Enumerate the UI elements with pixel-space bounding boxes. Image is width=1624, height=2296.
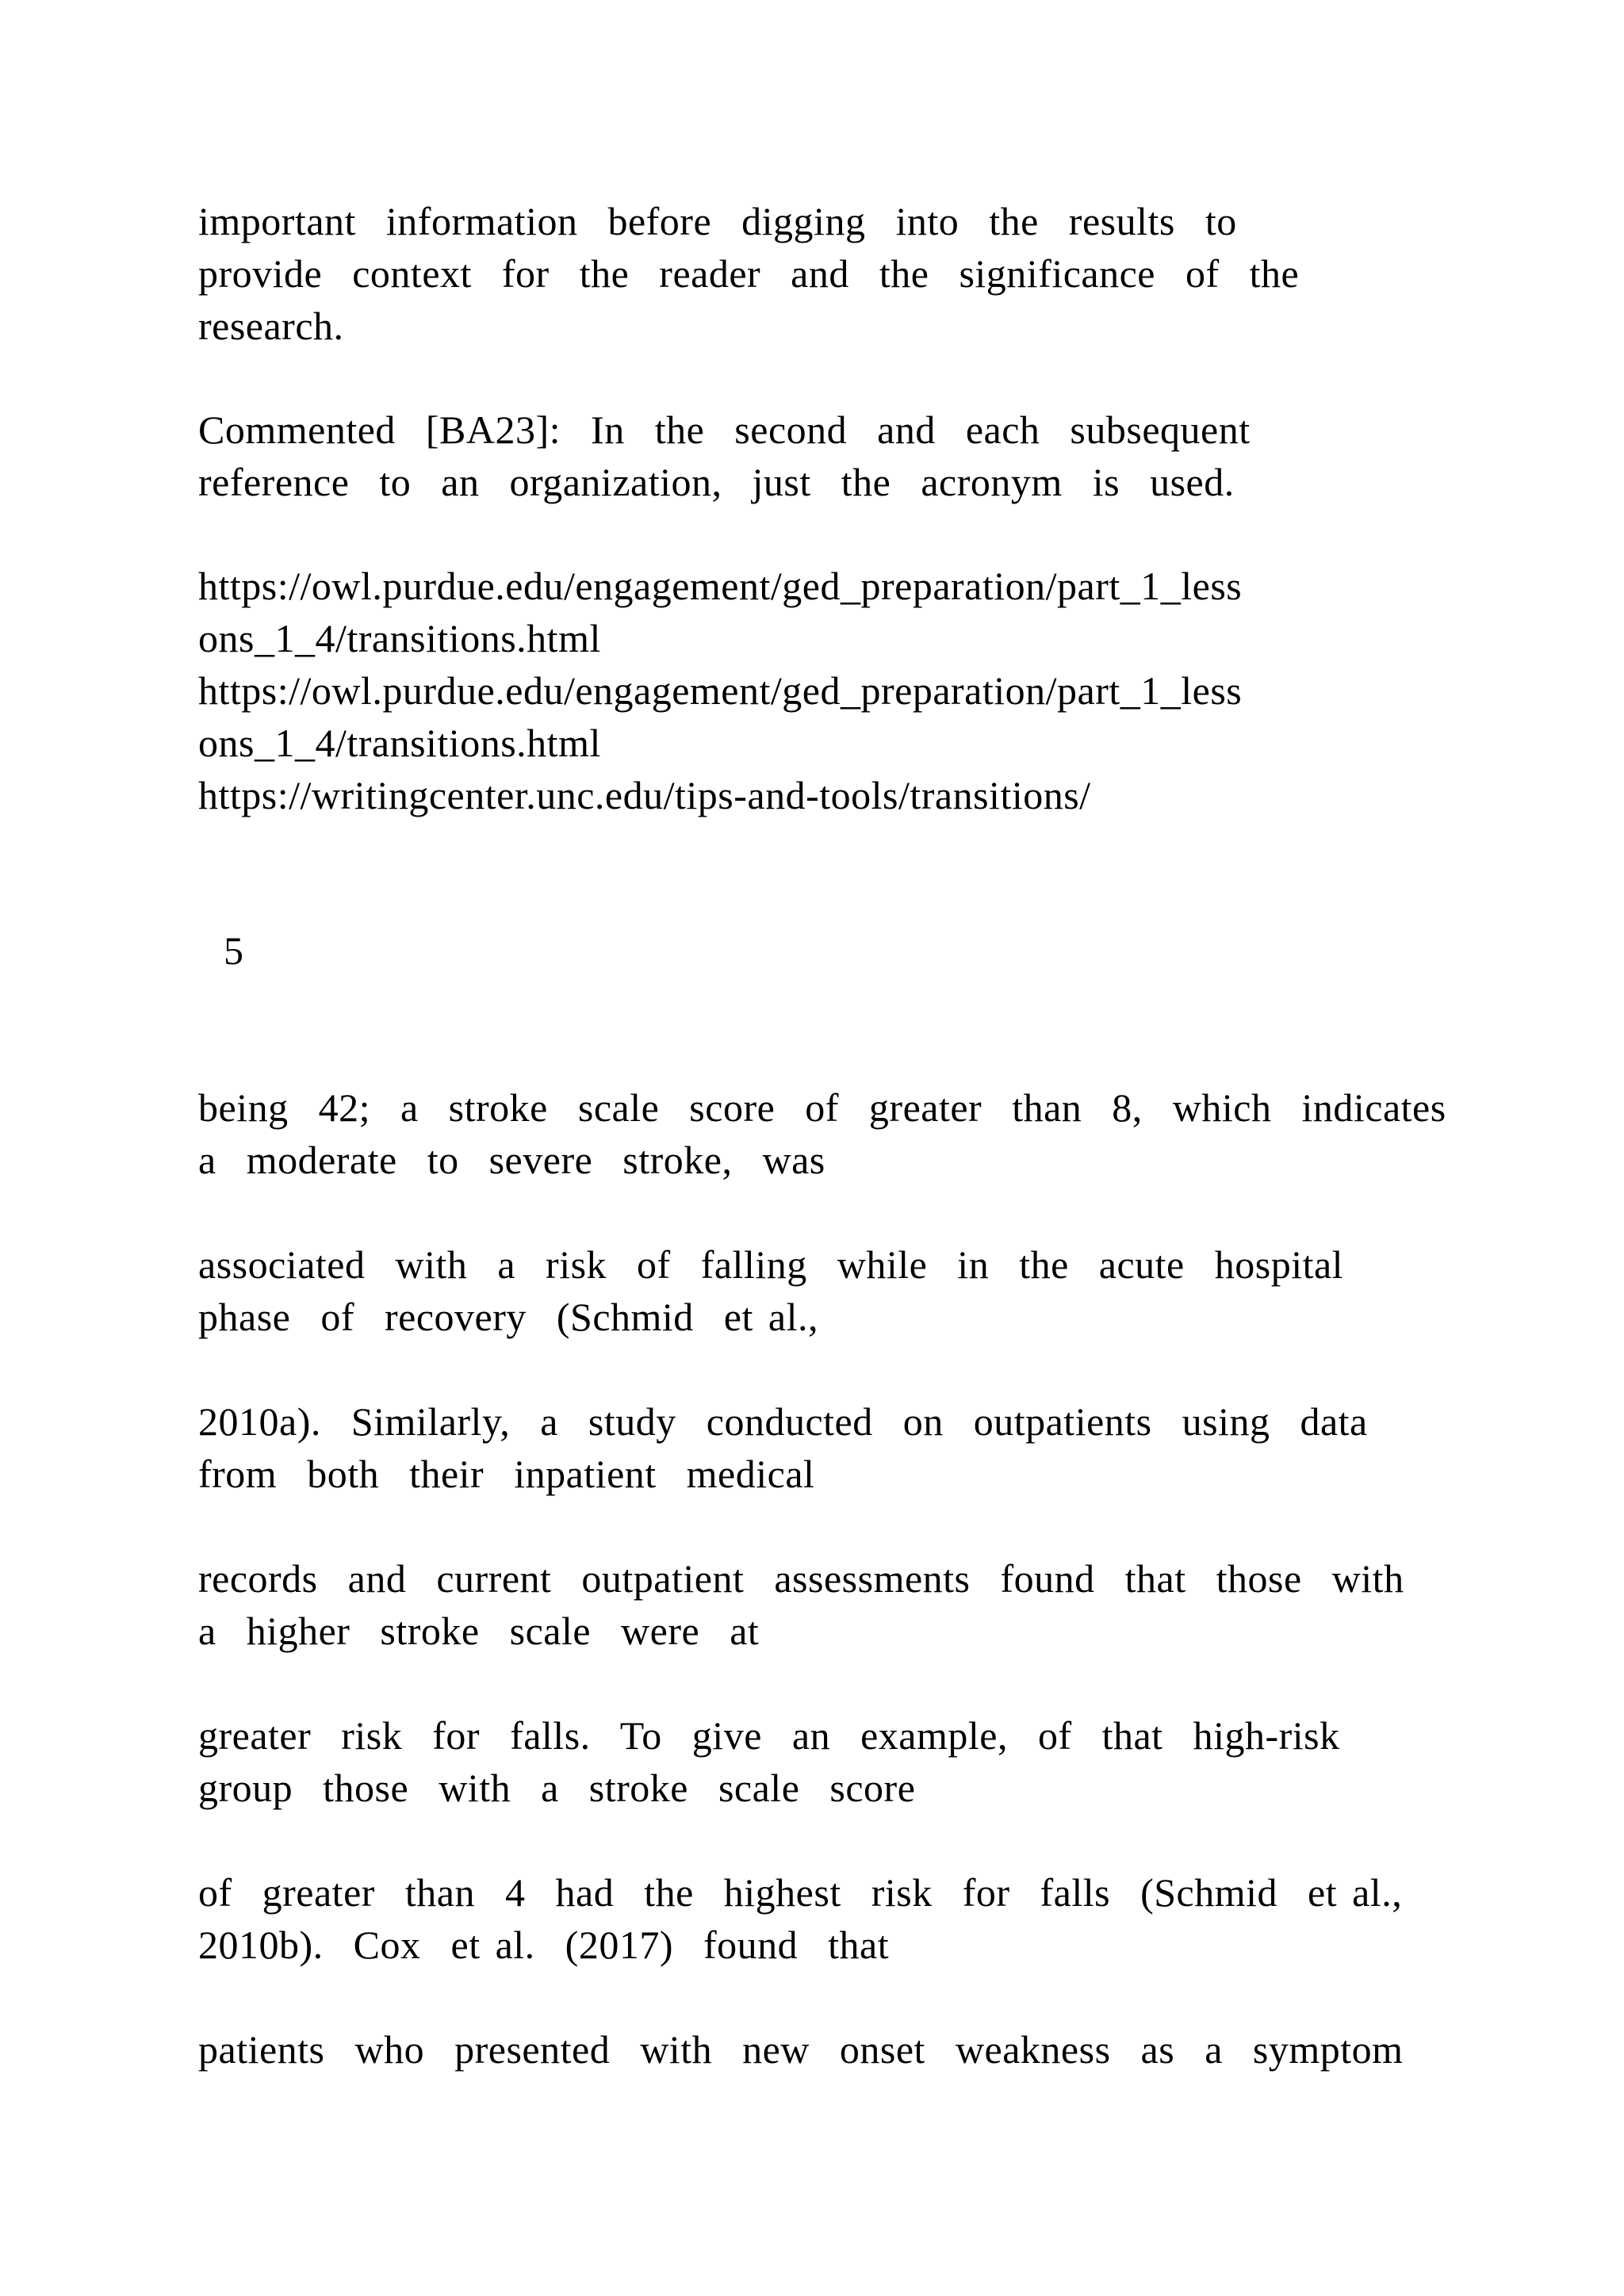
comment-line-1: Commented [BA23]: In the second and each subsequent xyxy=(198,408,1251,452)
body-line-1: being 42; a stroke scale score of greater than 8, which indicates xyxy=(198,1085,1446,1130)
link-line-5: https://writingcenter.unc.edu/tips-and-tools/transitions/ xyxy=(198,773,1091,817)
body-line-11: of greater than 4 had the highest risk for falls (Schmid et al., xyxy=(198,1870,1403,1915)
link-line-4: ons_1_4/transitions.html xyxy=(198,721,601,765)
intro-line-1: important information before digging into the results to xyxy=(198,199,1237,243)
intro-line-2: provide context for the reader and the significance of the xyxy=(198,251,1300,296)
body-line-12: 2010b). Cox et al. (2017) found that xyxy=(198,1923,890,1967)
intro-line-3: research. xyxy=(198,304,344,348)
body-line-9: greater risk for falls. To give an example, of that high-risk xyxy=(198,1713,1340,1758)
body-line-4: phase of recovery (Schmid et al., xyxy=(198,1295,818,1339)
link-line-3: https://owl.purdue.edu/engagement/ged_preparation/part_1_less xyxy=(198,668,1243,713)
comment-line-2: reference to an organization, just the acronym is used. xyxy=(198,460,1235,504)
body-line-10: group those with a stroke scale score xyxy=(198,1766,916,1810)
body-line-8: a higher stroke scale were at xyxy=(198,1609,760,1653)
page-number: 5 xyxy=(224,928,243,973)
body-line-6: from both their inpatient medical xyxy=(198,1452,815,1496)
body-line-3: associated with a risk of falling while in the acute hospital xyxy=(198,1242,1344,1287)
body-line-13: patients who presented with new onset weakness as a symptom xyxy=(198,2027,1404,2072)
link-line-1: https://owl.purdue.edu/engagement/ged_preparation/part_1_less xyxy=(198,564,1243,608)
link-line-2: ons_1_4/transitions.html xyxy=(198,616,601,660)
body-line-7: records and current outpatient assessments found that those with xyxy=(198,1556,1404,1601)
body-line-5: 2010a). Similarly, a study conducted on outpatients using data xyxy=(198,1399,1368,1444)
body-line-2: a moderate to severe stroke, was xyxy=(198,1138,825,1182)
